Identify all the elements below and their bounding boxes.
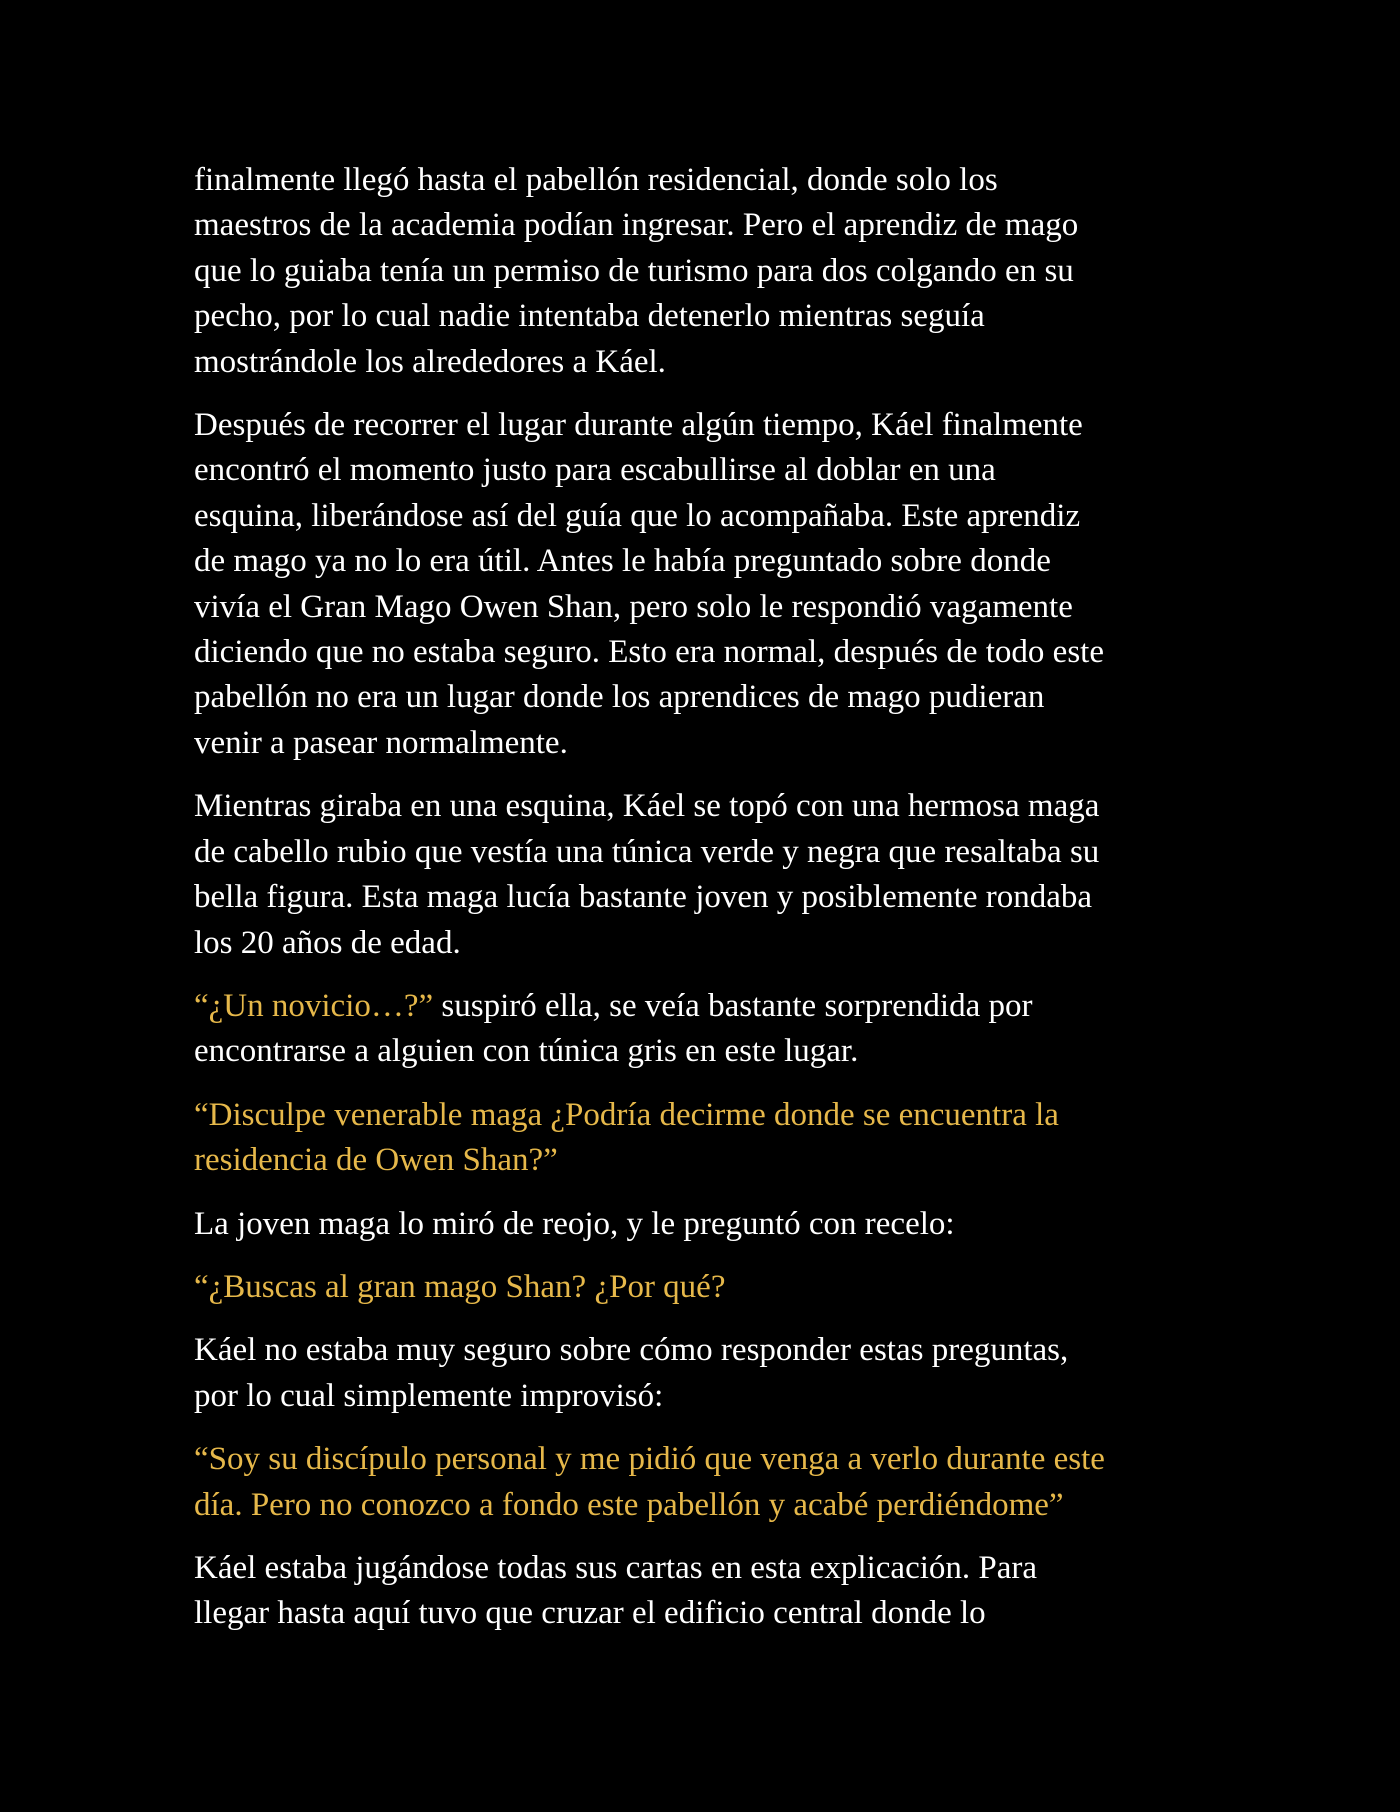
text-line: esquina, liberándose así del guía que lo acompañaba. Este aprendiz — [194, 497, 1081, 534]
paragraph-narration — [194, 1202, 1234, 1247]
text-line: de mago ya no lo era útil. Antes le había preguntado sobre donde — [194, 543, 1051, 580]
text-line — [194, 984, 1234, 1029]
text-line: La joven maga lo miró de reojo, y le preguntó con recelo: — [194, 1205, 955, 1242]
text-line: mostrándole los alrededores a Káel. — [194, 343, 666, 380]
text-line: que lo guiaba tenía un permiso de turismo para dos colgando en su — [194, 252, 1074, 289]
paragraph-narration — [194, 1328, 1234, 1419]
paragraph-dialogue — [194, 1093, 1234, 1184]
paragraph-narration — [194, 784, 1234, 966]
paragraph-narration — [194, 403, 1234, 766]
text-line: Mientras giraba en una esquina, Káel se topó con una hermosa maga — [194, 788, 1100, 825]
text-line: vivía el Gran Mago Owen Shan, pero solo le respondió vagamente — [194, 588, 1073, 625]
text-line: venir a pasear normalmente. — [194, 724, 568, 761]
text-line: encontrarse a alguien con túnica gris en este lugar. — [194, 1033, 859, 1070]
text-line: pabellón no era un lugar donde los aprendices de mago pudieran — [194, 679, 1045, 716]
paragraph-narration — [194, 1546, 1234, 1637]
text-line: los 20 años de edad. — [194, 924, 461, 961]
paragraph-dialogue — [194, 1437, 1234, 1528]
text-line: Káel estaba jugándose todas sus cartas en esta explicación. Para — [194, 1549, 1038, 1586]
text-line: Después de recorrer el lugar durante algún tiempo, Káel finalmente — [194, 407, 1083, 444]
paragraph-mixed — [194, 984, 1234, 1075]
text-line: finalmente llegó hasta el pabellón residencial, donde solo los — [194, 162, 998, 198]
dialogue-line: “Soy su discípulo personal y me pidió que venga a verlo durante este — [194, 1441, 1105, 1478]
text-line: por lo cual simplemente improvisó: — [194, 1377, 664, 1414]
text-line: Káel no estaba muy seguro sobre cómo responder estas preguntas, — [194, 1332, 1069, 1369]
text-line: encontró el momento justo para escabullirse al doblar en una — [194, 452, 996, 489]
text-line: pecho, por lo cual nadie intentaba detenerlo mientras seguía — [194, 298, 985, 335]
dialogue-line: “Disculpe venerable maga ¿Podría decirme donde se encuentra la — [194, 1096, 1059, 1133]
dialogue-line: “¿Buscas al gran mago Shan? ¿Por qué? — [194, 1268, 726, 1305]
text-line: bella figura. Esta maga lucía bastante joven y posiblemente rondaba — [194, 879, 1093, 916]
text-line: de cabello rubio que vestía una túnica verde y negra que resaltaba su — [194, 833, 1100, 870]
dialogue-line: día. Pero no conozco a fondo este pabellón y acabé perdiéndome” — [194, 1486, 1064, 1523]
paragraph-dialogue — [194, 1265, 1234, 1310]
text-line: diciendo que no estaba seguro. Esto era normal, después de todo este — [194, 634, 1104, 671]
dialogue-text: “¿Un novicio…?” — [194, 987, 434, 1024]
document-page — [194, 158, 1234, 1655]
paragraph-narration — [194, 158, 1234, 385]
dialogue-line: residencia de Owen Shan?” — [194, 1142, 558, 1179]
text-line: llegar hasta aquí tuvo que cruzar el edificio central donde lo — [194, 1595, 986, 1632]
text-line: maestros de la academia podían ingresar. Pero el aprendiz de mago — [194, 207, 1079, 244]
narration-text: suspiró ella, se veía bastante sorprendida por — [433, 987, 1033, 1024]
